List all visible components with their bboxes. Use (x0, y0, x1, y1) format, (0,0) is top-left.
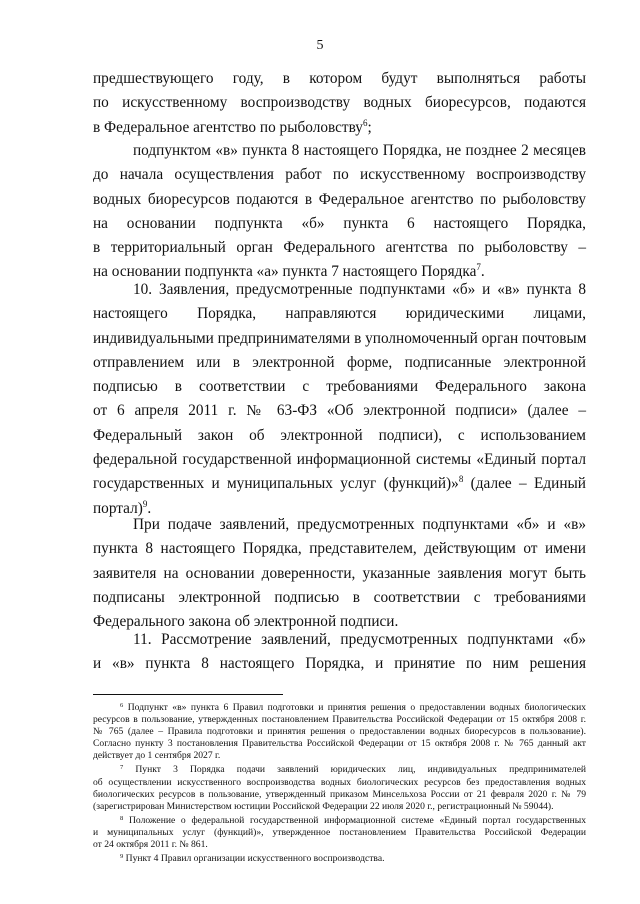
footnote-line: биологических ресурсов в пользование, утвержденный приказом Минсельхоза России от 21 февраля 2020 г. № 79 (93, 788, 586, 800)
footnote-ref: 6 (362, 117, 368, 128)
page-number: 5 (316, 38, 324, 53)
paragraph-item-10 (93, 278, 586, 521)
text-line: 11. Рассмотрение заявлений, предусмотренных подпунктами «б» (133, 631, 586, 648)
footnotes (93, 702, 586, 865)
footnote-mark: 7 (120, 764, 124, 772)
text-line: пункта 8 настоящего Порядка, представителем, действующим от имени (93, 540, 586, 558)
footnote-mark: 8 (120, 814, 124, 822)
footnote (93, 853, 586, 865)
text-line: по искусственному воспроизводству водных биоресурсов, подаются (93, 94, 586, 112)
footnote-line: от 24 октября 2011 г. № 861. (93, 839, 208, 851)
text-line: и «в» пункта 8 настоящего Порядка, и принятие по ним решения (93, 655, 586, 673)
footnote (93, 702, 586, 762)
footnote-mark: 9 (120, 853, 124, 861)
footnote-line: и муниципальных услуг (функций)», утвержденное постановлением Правительства Российской Федерации (93, 826, 586, 838)
footnote-ref: 9 (142, 498, 148, 509)
footnote-line: $^9$ Пункт 4 Правил организации искусственного воспроизводства. (120, 853, 385, 865)
footnote-line: ресурсов в пользование, утвержденных постановлением Правительства Российской Федерации от 15 октября 2008 г. (93, 714, 586, 726)
text-line: предшествующего году, в котором будут выполняться работы (93, 70, 586, 87)
text-line: При подаче заявлений, предусмотренных подпунктами «б» и «в» (133, 516, 586, 533)
text-line: от 6 апреля 2011 г. № 63-ФЗ «Об электронной подписи» (далее – (93, 402, 586, 420)
footnote-ref: 7 (476, 262, 481, 273)
footnote-separator (93, 694, 283, 695)
footnote-line: действует до 1 сентября 2027 г. (93, 750, 221, 762)
text-line: государственных и муниципальных услуг (функций)»$^8$ (далее – Единый (93, 474, 586, 493)
text-line: в Федеральное агентство по рыболовству$^6$; (93, 117, 372, 136)
paragraph-continuation (93, 67, 586, 140)
footnote-line: $^8$ Положение о федеральной государственной информационной системе «Единый портал государственных (120, 814, 587, 826)
footnote-line: $^7$ Пункт 3 Порядка подачи заявлений юридических лиц, индивидуальных предпринимателей (120, 764, 586, 776)
paragraph-representative (93, 513, 586, 634)
paragraph-item-11 (93, 628, 586, 677)
text-line: Федерального закона об электронной подписи. (93, 613, 399, 631)
footnote-line: Согласно пункту 3 постановления Правительства Российской Федерации от 15 октября 2008 г. № 765 данный акт (93, 738, 586, 750)
footnote-line: об осуществлении искусственного воспроизводства водных биологических ресурсов без предоставления водных (93, 776, 586, 788)
footnote (93, 815, 586, 851)
footnote-mark: 6 (120, 702, 124, 709)
text-line: Федеральный закон об электронной подписи), с использованием (93, 426, 586, 444)
text-line: подпунктом «в» пункта 8 настоящего Порядка, не позднее 2 месяцев (133, 142, 586, 159)
text-line: на основании подпункта «а» пункта 7 настоящего Порядка$^7$. (93, 262, 485, 281)
text-line: до начала осуществления работ по искусственному воспроизводству (93, 166, 586, 184)
footnote-line: (зарегистрирован Министерством юстиции Российской Федерации 22 июля 2020 г., регистрационный № 59044). (93, 800, 554, 812)
text-line: в территориальный орган Федерального агентства по рыболовству – (93, 239, 586, 257)
text-line: 10. Заявления, предусмотренные подпунктами «б» и «в» пункта 8 (133, 281, 586, 298)
text-line: федеральной государственной информационной системы «Единый портал (93, 451, 586, 469)
footnote-line: $^6$ Подпункт «в» пункта 6 Правил подготовки и принятия решения о предоставлении водных биологических (120, 702, 587, 713)
text-line: подписью в соответствии с требованиями Федерального закона (93, 378, 586, 396)
text-line: настоящего Порядка, направляются юридическими лицами, (93, 305, 586, 323)
text-line: заявителя на основании доверенности, указанные заявления могут быть (93, 564, 586, 582)
text-line: портал)$^9$. (93, 498, 152, 517)
text-line: отправлением или в электронной форме, подписанные электронной (93, 353, 586, 371)
text-line: на основании подпункта «б» пункта 6 настоящего Порядка, (93, 214, 586, 232)
footnote-line: № 765 (далее – Правила подготовки и принятия решения о предоставлении водных биоресурсов в пользование). (93, 726, 586, 738)
text-line: индивидуальными предпринимателями в уполномоченный орган почтовым (93, 329, 587, 347)
footnote (93, 764, 586, 812)
text-line: подписаны электронной подписью в соответствии с требованиями (93, 588, 586, 606)
text-line: водных биоресурсов подаются в Федеральное агентство по рыболовству (93, 190, 586, 208)
footnote-ref: 8 (458, 474, 464, 485)
paragraph-subparagraph-v (93, 139, 586, 285)
